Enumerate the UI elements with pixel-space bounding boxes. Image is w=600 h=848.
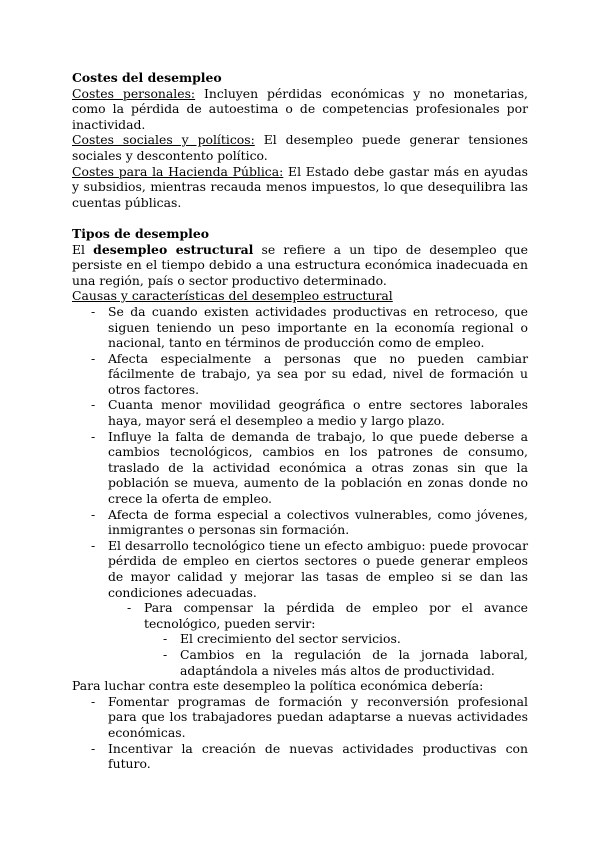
- coste-text: Incluyen pérdidas económicas y no monetarias, como la pérdida de autoestima o de competencias profesionales por inactividad.: [72, 85, 528, 132]
- sub-sub-list-item: - El crecimiento del sector servicios.: [180, 631, 528, 647]
- causes-heading: Causas y características del desempleo estructural: [72, 288, 393, 304]
- coste-text: El desempleo puede generar tensiones sociales y descontento político.: [72, 132, 528, 163]
- coste-hacienda-paragraph: [72, 164, 528, 211]
- list-item: - Incentivar la creación de nuevas actividades productivas con futuro.: [108, 741, 528, 772]
- sub-sub-list-item: - Cambios en la regulación de la jornada laboral, adaptándola a niveles más altos de productividad.: [180, 647, 528, 678]
- costes-section: [72, 70, 528, 210]
- list-item: - Se da cuando existen actividades productivas en retroceso, que siguen teniendo un peso importante en la economía regional o nacional, tanto en términos de producción como de empleo.: [108, 304, 528, 351]
- list-item-with-sublist: [108, 538, 528, 678]
- coste-label: Costes personales:: [72, 85, 196, 101]
- causes-list: [72, 304, 528, 678]
- sub-sub-list: [144, 631, 528, 678]
- coste-label: Costes sociales y políticos:: [72, 132, 255, 148]
- sub-list-item: [144, 600, 528, 678]
- list-item: - Afecta especialmente a personas que no pueden cambiar fácilmente de trabajo, ya sea por su edad, nivel de formación u otros factores.: [108, 351, 528, 398]
- policy-heading: Para luchar contra este desempleo la política económica debería:: [72, 678, 484, 694]
- section-spacer: [72, 210, 528, 226]
- list-item: - Fomentar programas de formación y reconversión profesional para que los trabajadores puedan adaptarse a nuevas actividades económicas.: [108, 694, 528, 741]
- tipos-heading: Tipos de desempleo: [72, 225, 210, 241]
- coste-text: El Estado debe gastar más en ayudas y subsidios, mientras recauda menos impuestos, lo que desequilibra las cuentas públicas.: [72, 163, 528, 210]
- coste-label: Costes para la Hacienda Pública:: [72, 163, 284, 179]
- intro-bold-term: desempleo estructural: [93, 241, 254, 257]
- list-item: - Cuanta menor movilidad geográfica o entre sectores laborales haya, mayor será el desempleo a medio y largo plazo.: [108, 397, 528, 428]
- costes-heading: Costes del desempleo: [72, 70, 222, 85]
- coste-social-paragraph: [72, 132, 528, 163]
- list-item-text: El desarrollo tecnológico tiene un efecto ambiguo: puede provocar pérdida de empleo en ciertos sectores o puede generar empleos de mayor calidad y mejorar las tasas de empleo si se dan las condiciones adecuadas.: [108, 537, 528, 600]
- coste-personal-paragraph: [72, 86, 528, 133]
- sub-list-item-text: Para compensar la pérdida de empleo por el avance tecnológico, pueden servir:: [144, 600, 528, 631]
- intro-suffix: se refiere a un tipo de desempleo que persiste en el tiempo debido a una estructura económica inadecuada en una región, país o sector productivo determinado.: [72, 241, 528, 288]
- tipos-section: [72, 226, 528, 772]
- tipos-intro-paragraph: [72, 242, 528, 289]
- intro-prefix: El: [72, 241, 94, 257]
- list-item: - Afecta de forma especial a colectivos vulnerables, como jóvenes, inmigrantes o personas sin formación.: [108, 507, 528, 538]
- sub-list: [108, 600, 528, 678]
- policy-list: [72, 694, 528, 772]
- list-item: - Influye la falta de demanda de trabajo, lo que puede deberse a cambios tecnológicos, cambios en los patrones de consumo, traslado de la actividad económica a otras zonas sin que la población se mueva, aumento de la población en zonas donde no crece la oferta de empleo.: [108, 429, 528, 507]
